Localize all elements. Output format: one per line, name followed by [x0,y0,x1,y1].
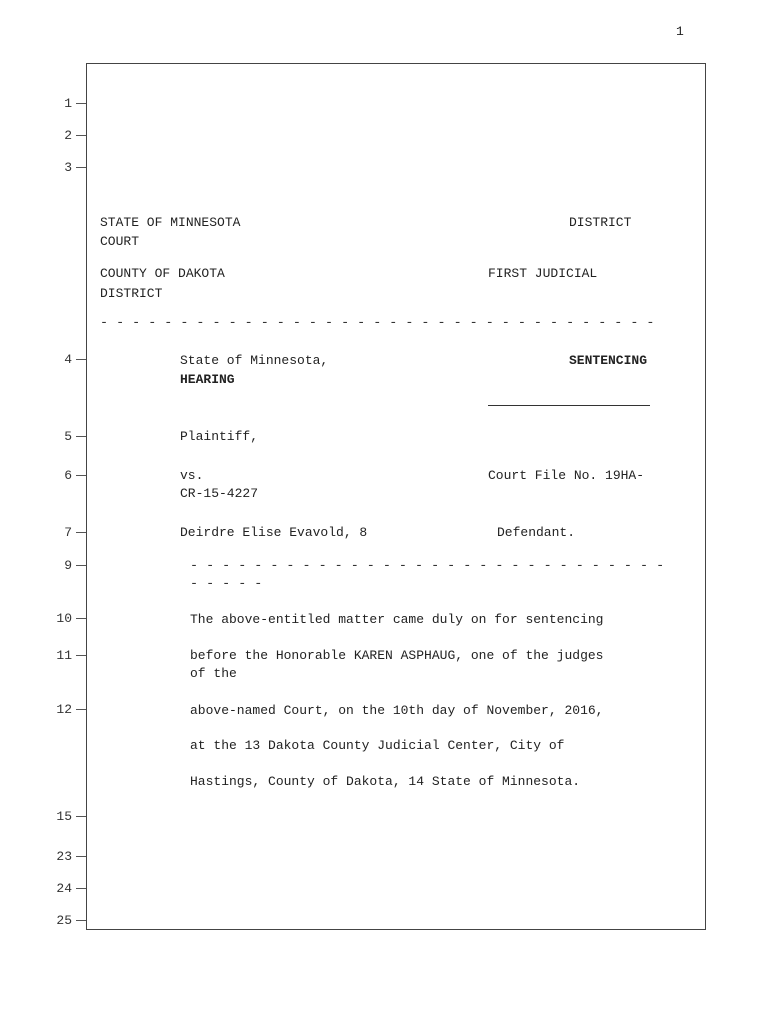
body-line-10: The above-entitled matter came duly on for sentencing [190,612,604,627]
body-line-14: Hastings, County of Dakota, 14 State of Minnesota. [190,774,581,789]
plaintiff-name: State of Minnesota, [180,353,329,368]
line-tick [76,436,86,437]
line-number: 24 [56,881,72,896]
versus: vs. [180,468,204,483]
court-file-number: Court File No. 19HA- [488,468,645,483]
line-number: 2 [64,128,72,143]
line-number: 25 [56,913,72,928]
line-tick [76,532,86,533]
caption-underline [488,405,650,406]
hearing-title-wrap: HEARING [180,372,235,387]
line-tick [76,856,86,857]
caption-court-wrap: COURT [100,234,140,249]
line-tick [76,565,86,566]
hearing-title: SENTENCING [569,353,648,368]
parties-separator: - - - - - - - - - - - - - - - - - - - - - - - - - - - - - - [190,559,665,574]
line-number: 9 [64,558,72,573]
caption-separator: - - - - - - - - - - - - - - - - - - - - - - - - - - - - - - - - - - - [100,316,655,331]
line-number: 1 [64,96,72,111]
line-number: 6 [64,468,72,483]
line-tick [76,655,86,656]
body-line-13: at the 13 Dakota County Judicial Center, City of [190,738,565,753]
line-tick [76,167,86,168]
caption-county: COUNTY OF DAKOTA [100,266,225,281]
line-tick [76,888,86,889]
line-tick [76,816,86,817]
caption-district: FIRST JUDICIAL [488,266,598,281]
defendant-name: Deirdre Elise Evavold, 8 [180,525,368,540]
line-tick [76,359,86,360]
line-number: 23 [56,849,72,864]
line-tick [76,618,86,619]
line-number: 12 [56,702,72,717]
body-line-11: before the Honorable KAREN ASPHAUG, one of the judges [190,648,604,663]
line-number: 5 [64,429,72,444]
parties-separator-wrap: - - - - - [190,577,263,592]
line-number: 10 [56,611,72,626]
line-number: 15 [56,809,72,824]
plaintiff-label: Plaintiff, [180,429,259,444]
caption-district-wrap: DISTRICT [100,286,163,301]
body-line-12: above-named Court, on the 10th day of November, 2016, [190,703,604,718]
line-tick [76,103,86,104]
line-number: 11 [56,648,72,663]
line-number: 3 [64,160,72,175]
body-line-11-wrap: of the [190,666,237,681]
line-number: 4 [64,352,72,367]
line-tick [76,475,86,476]
transcript-frame [86,63,706,930]
court-file-number-wrap: CR-15-4227 [180,486,259,501]
line-tick [76,709,86,710]
defendant-label: Defendant. [497,525,576,540]
caption-court-type: DISTRICT [569,215,632,230]
line-tick [76,135,86,136]
caption-state: STATE OF MINNESOTA [100,215,241,230]
page-number: 1 [676,24,684,39]
line-number: 7 [64,525,72,540]
line-tick [76,920,86,921]
